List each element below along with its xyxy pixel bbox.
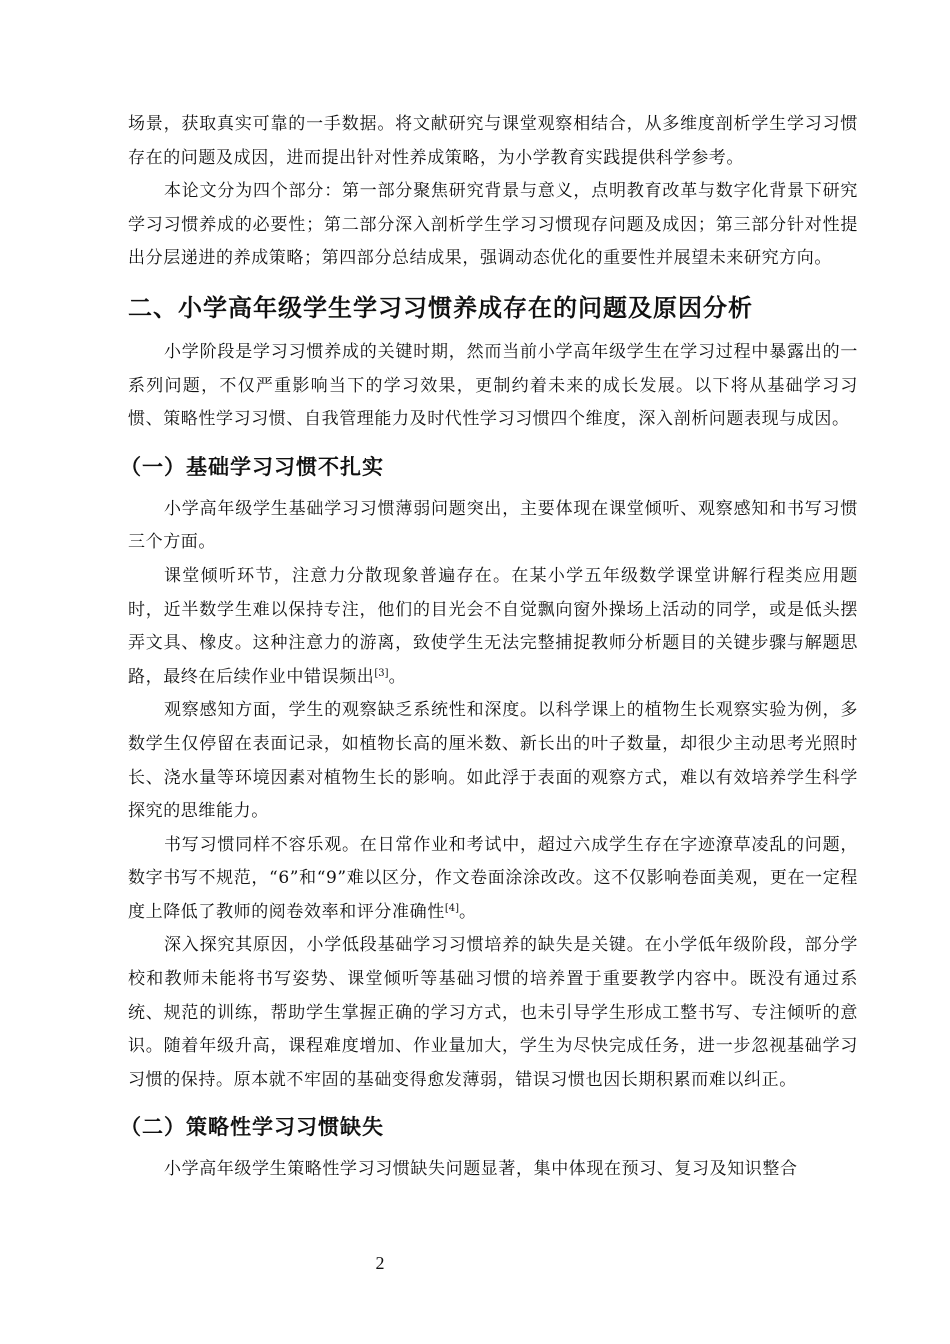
paragraph-observation: 观察感知方面，学生的观察缺乏系统性和深度。以科学课上的植物生长观察实验为例，多数学生仅停留在表面记录，如植物长高的厘米数、新长出的叶子数量，却很少主动思考光照时长、浇水量等环境因素对植物生长的影响。如此浮于表面的观察方式，难以有效培养学生科学探究的思维能力。 (128, 700, 858, 822)
paragraph-writing-end: 。 (458, 901, 477, 922)
paragraph-writing (128, 829, 858, 930)
paragraph-writing-text: 书写习惯同样不容乐观。在日常作业和考试中，超过六成学生存在字迹潦草凌乱的问题，数字书写不规范，“6”和“9”难以区分，作文卷面涂涂改改。这不仅影响卷面美观，更在一定程度上降低了教师的阅卷效率和评分准确性 (128, 834, 858, 922)
paragraph-basic-habits-intro: 小学高年级学生基础学习习惯薄弱问题突出，主要体现在课堂倾听、观察感知和书写习惯三个方面。 (128, 498, 858, 553)
paragraph-listening (128, 560, 858, 694)
paragraph-strategy-habits-intro: 小学高年级学生策略性学习习惯缺失问题显著，集中体现在预习、复习及知识整合 (164, 1159, 798, 1180)
citation-ref-3: [3] (374, 667, 389, 679)
citation-ref-4: [4] (444, 902, 459, 914)
paragraph-section-intro: 小学阶段是学习习惯养成的关键时期，然而当前小学高年级学生在学习过程中暴露出的一系列问题，不仅严重影响当下的学习效果，更制约着未来的成长发展。以下将从基础学习习惯、策略性学习习惯、自我管理能力及时代性学习习惯四个维度，深入剖析问题表现与成因。 (128, 341, 858, 430)
subsection-heading-1: （一）基础学习习惯不扎实 (120, 454, 384, 479)
subsection-heading-2: （二）策略性学习习惯缺失 (120, 1115, 384, 1140)
paragraph-causes: 深入探究其原因，小学低段基础学习习惯培养的缺失是关键。在小学低年级阶段，部分学校和教师未能将书写姿势、课堂倾听等基础习惯的培养置于重要教学内容中。既没有通过系统、规范的训练，帮助学生掌握正确的学习方式，也未引导学生形成工整书写、专注倾听的意识。随着年级升高，课程难度增加、作业量加大，学生为尽快完成任务，进一步忽视基础学习习惯的保持。原本就不牢固的基础变得愈发薄弱，错误习惯也因长期积累而难以纠正。 (128, 935, 858, 1090)
paragraph-listening-text: 课堂倾听环节，注意力分散现象普遍存在。在某小学五年级数学课堂讲解行程类应用题时，近半数学生难以保持专注，他们的目光会不自觉飘向窗外操场上活动的同学，或是低头摆弄文具、橡皮。这种注意力的游离，致使学生无法完整捕捉教师分析题目的关键步骤与解题思路，最终在后续作业中错误频出 (128, 565, 858, 687)
paragraph-research-method: 场景，获取真实可靠的一手数据。将文献研究与课堂观察相结合，从多维度剖析学生学习习惯存在的问题及成因，进而提出针对性养成策略，为小学教育实践提供科学参考。 (128, 114, 858, 168)
page-number: 2 (375, 1253, 385, 1273)
paragraph-structure-overview: 本论文分为四个部分：第一部分聚焦研究背景与意义，点明教育改革与数字化背景下研究学习习惯养成的必要性；第二部分深入剖析学生学习习惯现存问题及成因；第三部分针对性提出分层递进的养成策略；第四部分总结成果，强调动态优化的重要性并展望未来研究方向。 (128, 181, 858, 269)
paragraph-listening-end: 。 (388, 666, 407, 687)
body-text (120, 108, 858, 1187)
section-heading-2: 二、小学高年级学生学习习惯养成存在的问题及原因分析 (128, 293, 753, 322)
